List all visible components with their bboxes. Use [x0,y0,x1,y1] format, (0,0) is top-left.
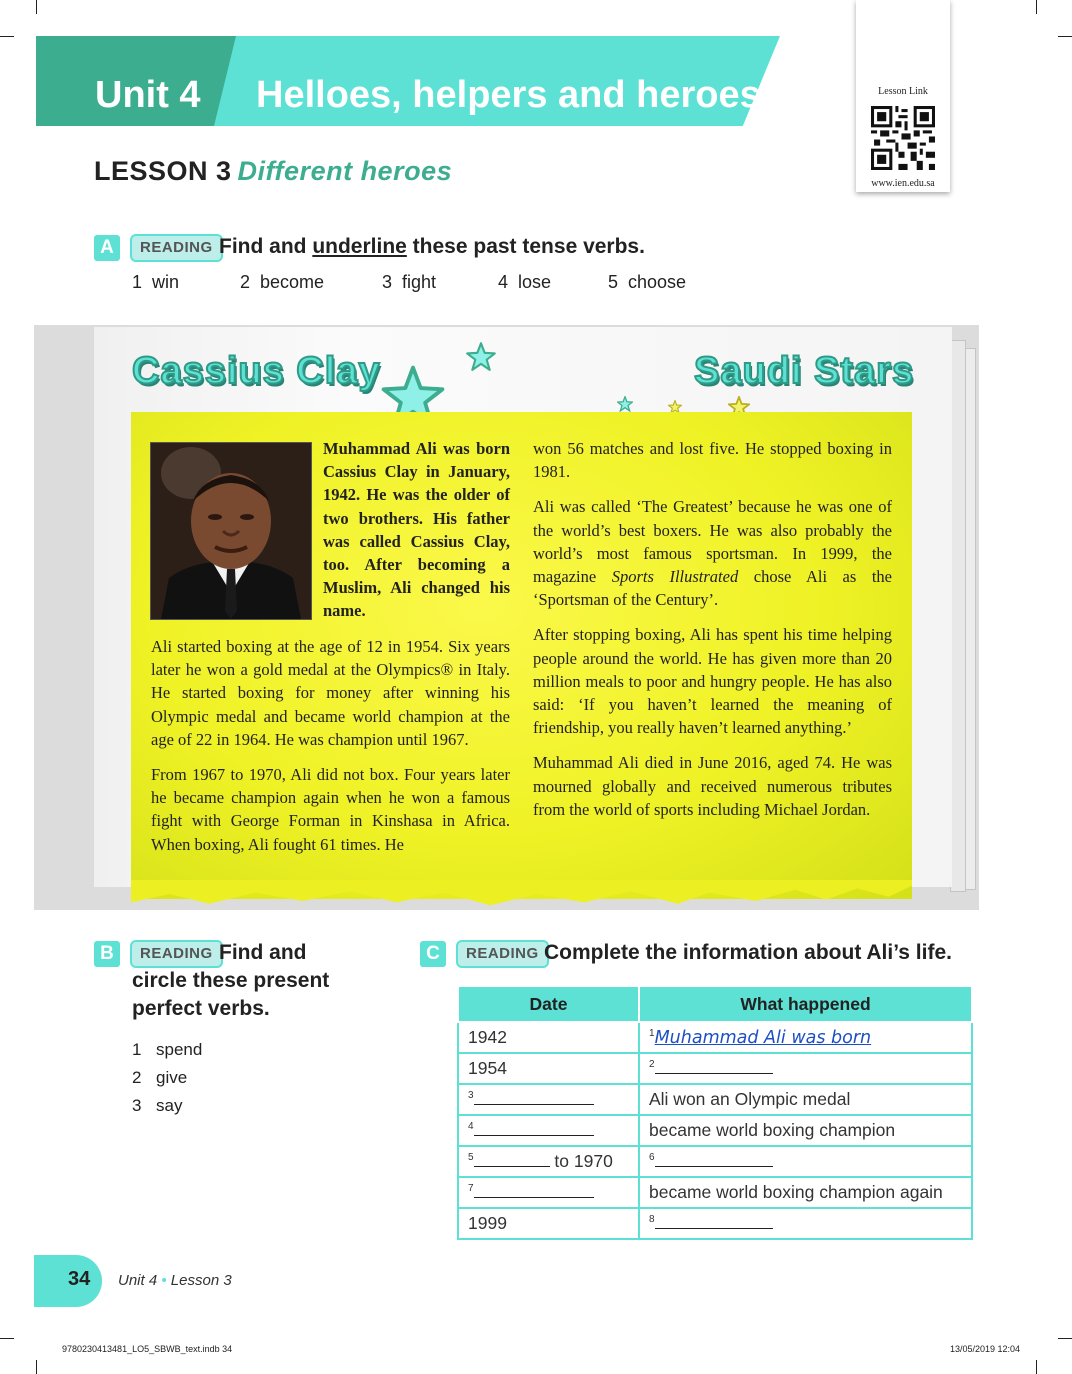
article-paragraph [533,495,892,611]
date-cell [458,1146,639,1177]
article-right-column [533,437,892,833]
date-cell [458,1115,639,1146]
article-intro [323,437,510,635]
date-cell: 1954 [458,1053,639,1084]
table-row [458,1084,972,1115]
item-word: choose [628,272,687,292]
crop-mark [1036,0,1037,14]
section-a-letter: A [94,235,120,261]
unit-title: Helloes, helpers and heroes [256,74,761,116]
answer-blank[interactable] [474,1152,550,1167]
answer-blank[interactable] [474,1183,594,1198]
section-c-reading-badge: READING [456,940,549,968]
lesson-label: LESSON 3 [94,156,232,186]
book-left-title: Cassius Clay [132,350,381,392]
list-item [382,272,436,293]
section-b-letter: B [94,941,120,967]
footer-unit-lesson [118,1272,232,1289]
table-row [458,1208,972,1239]
ali-life-table [457,985,973,1240]
column-header-event: What happened [639,986,972,1022]
article-paragraph: Muhammad Ali died in June 2016, aged 74. He was mourned globally and received numerous tributes from the world of sports including Michael Jordan. [533,753,892,819]
answer-blank[interactable] [474,1121,594,1136]
magazine-name: Sports Illustrated [611,567,739,587]
date-cell [458,1177,639,1208]
item-word: win [152,272,180,292]
date-cell [458,1084,639,1115]
section-c-instruction: Complete the information about Ali’s life. [544,941,952,964]
book-right-title: Saudi Stars [694,350,915,392]
item-number: 1 [132,272,143,292]
item-word: spend [156,1040,203,1059]
list-item [132,1064,202,1092]
book-page-edge [950,340,966,892]
table-row [458,1053,972,1084]
section-a-reading-badge: READING [130,234,223,262]
item-number: 3 [468,1090,474,1102]
date-cell: 1999 [458,1208,639,1239]
column-header-date: Date [458,986,639,1022]
item-word: say [156,1096,183,1115]
intro-paragraph: Muhammad Ali was born Cassius Clay in January, 1942. He was the older of two brothers. His father was called Cassius Clay, too. After becoming a Muslim, Ali changed his name. [323,439,510,621]
answer-blank[interactable] [655,1059,773,1074]
item-number: 1 [132,1040,142,1059]
article-left-column [151,635,510,868]
present-perfect-word-list [132,1036,202,1120]
lesson-heading [94,156,452,187]
portrait-illustration [151,443,311,619]
item-number: 6 [649,1152,655,1164]
item-number: 4 [498,272,509,292]
item-number: 5 [608,272,619,292]
print-slug-date: 13/05/2019 12:04 [950,1344,1021,1354]
article-paragraph: won 56 matches and lost five. He stopped boxing in 1981. [533,439,892,482]
event-cell [639,1022,972,1053]
item-word: fight [402,272,437,292]
print-slug-file: 9780230413481_LO5_SBWB_text.indb 34 [62,1344,233,1354]
list-item [132,1036,202,1064]
section-b-instruction-line3: perfect verbs. [132,997,270,1020]
event-cell [639,1208,972,1239]
item-number: 1 [649,1028,655,1040]
item-number: 2 [132,1068,142,1087]
unit-label: Unit 4 [95,74,201,116]
event-cell: Ali won an Olympic medal [639,1084,972,1115]
event-cell: became world boxing champion again [639,1177,972,1208]
example-answer: Muhammad Ali was born [654,1028,872,1048]
crop-mark [1058,1338,1072,1339]
crop-mark [36,1360,37,1374]
item-number: 3 [132,1096,142,1115]
crop-mark [0,1338,14,1339]
page-number: 34 [68,1268,91,1290]
table-row [458,1115,972,1146]
answer-blank[interactable] [655,1214,773,1229]
crop-mark [0,36,14,37]
article-paragraph: Ali started boxing at the age of 12 in 1954. Six years later he won a gold medal at the Olympics® in Italy. He started boxing for money after winning his Olympic medal and became world champion at the age of 22 in 1964. He was champion until 1967. [151,637,510,749]
table-header-row [458,986,972,1022]
date-cell: 1942 [458,1022,639,1053]
date-suffix: to 1970 [549,1151,613,1171]
section-b-instruction-line1: Find and [219,941,307,964]
item-number: 5 [468,1152,474,1164]
article-paragraph: After stopping boxing, Ali has spent his time helping people around the world. He has given more than 20 million meals to poor and hungry people. He has also said: ‘If you haven’t learned the meaning of friendship, you really haven’t learned anything.’ [533,625,892,738]
answer-blank[interactable] [474,1090,594,1105]
instruction-underlined: underline [312,235,407,258]
list-item [132,272,179,293]
item-number: 4 [468,1121,474,1133]
small-star-icon [466,342,496,372]
paragraph-text: Ali was called ‘The Greatest’ because he was one of the world’s best boxers. He was also probably the world’s most famous sportsman. In 1999, the magazine [533,497,892,587]
answer-blank[interactable] [655,1152,773,1167]
qr-code-icon[interactable] [871,106,935,170]
section-a-instruction [219,235,645,259]
lesson-subtitle: Different heroes [237,156,453,186]
lesson-link-caption: Lesson Link [878,86,928,97]
tiny-star-icon [617,396,633,412]
item-number: 2 [240,272,251,292]
footer-separator: • [161,1272,167,1289]
footer-unit: Unit 4 [118,1272,158,1289]
item-word: lose [518,272,552,292]
article-paragraph: From 1967 to 1970, Ali did not box. Four years later he became champion again when he won a famous fight with George Forman in Kinshasa in Africa. When boxing, Ali fought 61 times. He [151,765,510,854]
table-row [458,1146,972,1177]
muhammad-ali-photo [150,442,312,620]
event-cell [639,1146,972,1177]
section-b-reading-badge: READING [130,940,223,968]
item-number: 2 [649,1059,655,1071]
lesson-link-url[interactable]: www.ien.edu.sa [871,178,935,189]
list-item [132,1092,202,1120]
list-item [498,272,551,293]
crop-mark [1058,36,1072,37]
event-cell [639,1053,972,1084]
list-item [608,272,686,293]
table-row [458,1022,972,1053]
list-item [240,272,324,293]
crop-mark [1036,1360,1037,1374]
item-word: give [156,1068,188,1087]
item-number: 8 [649,1214,655,1226]
lesson-link-card[interactable] [856,0,950,192]
crop-mark [36,0,37,14]
item-number: 7 [468,1183,474,1195]
event-cell: became world boxing champion [639,1115,972,1146]
instruction-text: these past tense verbs. [406,235,645,258]
section-b-instruction-line2: circle these present [132,969,330,992]
footer-lesson: Lesson 3 [170,1272,232,1289]
instruction-text: Find and [219,235,313,258]
paragraph-text: chose Ali as the ‘Sportsman of the Century’. [533,567,892,610]
item-number: 3 [382,272,393,292]
table-row [458,1177,972,1208]
item-word: become [260,272,325,292]
section-c-letter: C [420,941,446,967]
